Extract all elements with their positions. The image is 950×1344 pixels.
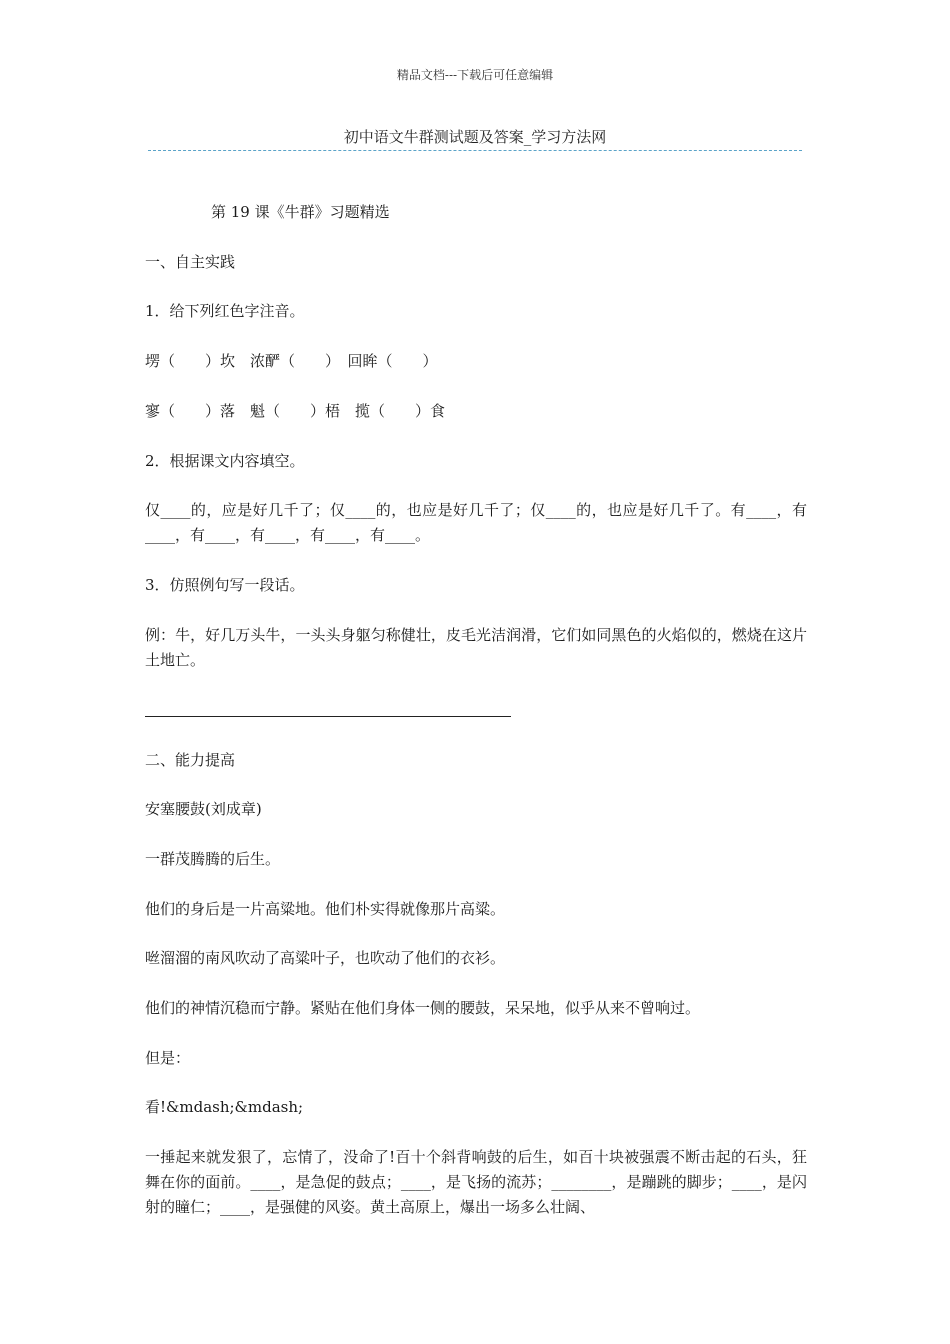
passage-title: 安塞腰鼓(刘成章) [145,800,262,818]
question-1-row-2: 寥（ ）落 魁（ ）梧 揽（ ）食 [145,402,446,420]
passage-paragraph: 咝溜溜的南风吹动了高粱叶子，也吹动了他们的衣衫。 [145,949,506,967]
passage-paragraph: 看!&mdash;&mdash; [145,1098,304,1116]
header-note: 精品文档---下载后可任意编辑 [396,68,554,82]
passage-paragraph: 但是： [145,1049,191,1067]
section-heading-ability: 二、能力提高 [145,751,236,769]
question-1: 1．给下列红色字注音。 [145,302,305,320]
passage-paragraph: 他们的神情沉稳而宁静。紧贴在他们身体一侧的腰鼓，呆呆地，似乎从来不曾响过。 [145,999,701,1017]
question-3: 3．仿照例句写一段话。 [145,576,305,594]
question-1-row-1: 塄（ ）坎 浓酽（ ） 回眸（ ） [145,352,438,370]
section-heading-practice: 一、自主实践 [145,253,236,271]
lesson-title: 第 19 课《牛群》习题精选 [211,203,390,221]
question-2: 2．根据课文内容填空。 [145,452,305,470]
passage-paragraph: 一群茂腾腾的后生。 [145,850,281,868]
passage-paragraph: 一捶起来就发狠了，忘情了，没命了!百十个斜背响鼓的后生，如百十块被强震不断击起的石头，狂舞在你的面前。____，是急促的鼓点；____，是飞扬的流苏；________，是蹦跳的脚步；____，是闪射的瞳仁；____，是强健的风姿。黄土高原上，爆出一场多么壮阔、 [145,1148,807,1216]
passage-paragraph: 他们的身后是一片高粱地。他们朴实得就像那片高粱。 [145,900,506,918]
answer-line [145,716,511,717]
question-3-example: 例：牛，好几万头牛，一头头身躯匀称健壮，皮毛光洁润滑，它们如同黑色的火焰似的，燃烧在这片土地亡。 [145,626,807,669]
document-title: 初中语文牛群测试题及答案_学习方法网 [343,128,607,146]
question-2-fill-text: 仅____的，应是好几千了；仅____的，也应是好几千了；仅____的，也应是好几千了。有____，有____，有____，有____，有____，有____。 [145,501,807,544]
title-divider [148,150,802,151]
